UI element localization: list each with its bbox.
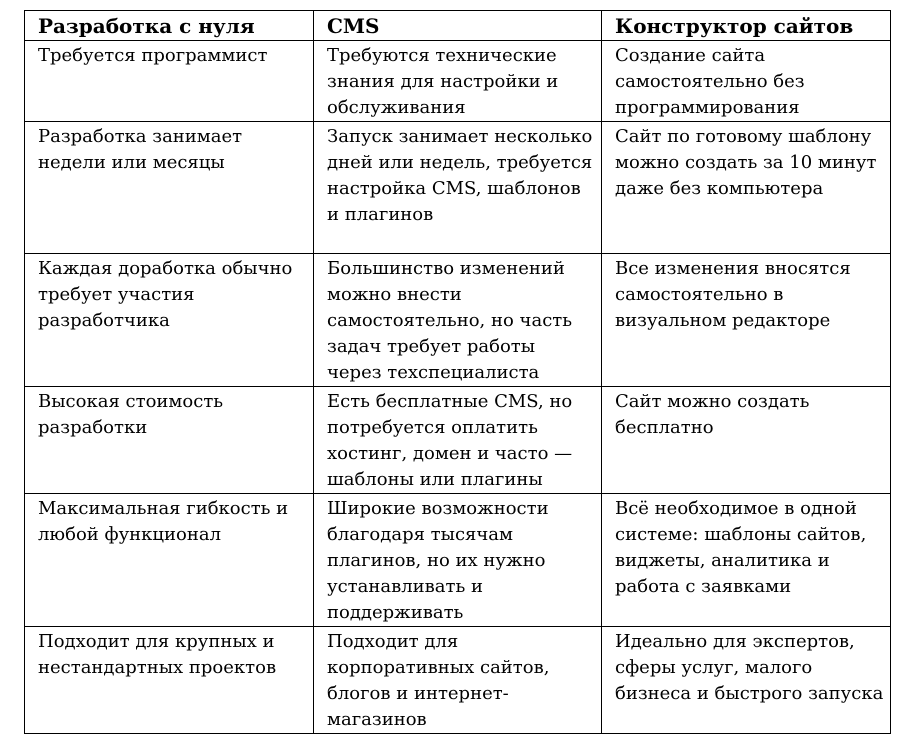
cell-text: Большинство изменений можно внести самостоятельно, но часть задач требует работы через техспециалиста — [327, 258, 573, 383]
table-cell — [314, 387, 602, 494]
header-site-builder: Конструктор сайтов — [602, 11, 891, 41]
table-cell — [602, 254, 891, 387]
table-row — [25, 41, 891, 122]
table-cell — [314, 494, 602, 627]
table-cell — [602, 41, 891, 122]
cell-text: Всё необходимое в одной системе: шаблоны сайтов, виджеты, аналитика и работа с заявками — [615, 498, 867, 597]
cell-text: Запуск занимает несколько дней или недель, требуется настройка CMS, шаблонов и плагинов — [327, 126, 593, 225]
table-cell — [314, 254, 602, 387]
comparison-table — [24, 10, 891, 734]
table-cell — [25, 387, 314, 494]
cell-text: Подходит для крупных и нестандартных проектов — [38, 631, 277, 678]
cell-text: Требуются технические знания для настройки и обслуживания — [327, 45, 559, 118]
cell-text: Сайт можно создать бесплатно — [615, 391, 810, 438]
table-cell — [314, 122, 602, 254]
table-row — [25, 494, 891, 627]
cell-text: Подходит для корпоративных сайтов, блогов и интернет-магазинов — [327, 631, 550, 730]
cell-text: Все изменения вносятся самостоятельно в визуальном редакторе — [615, 258, 851, 331]
cell-text: Максимальная гибкость и любой функционал — [38, 498, 289, 545]
header-custom-development: Разработка с нуля — [25, 11, 314, 41]
table-cell — [314, 41, 602, 122]
table-cell — [602, 627, 891, 734]
cell-text: Сайт по готовому шаблону можно создать за 10 минут даже без компьютера — [615, 126, 877, 199]
table-cell — [25, 254, 314, 387]
cell-text: Требуется программист — [38, 45, 268, 66]
header-row — [25, 11, 891, 41]
table-cell — [602, 122, 891, 254]
table-cell — [25, 627, 314, 734]
table-cell — [314, 627, 602, 734]
cell-text: Есть бесплатные CMS, но потребуется оплатить хостинг, домен и часто — шаблоны или плагины — [327, 391, 573, 490]
table-cell — [25, 122, 314, 254]
table-cell — [602, 494, 891, 627]
table-cell — [602, 387, 891, 494]
table-row — [25, 387, 891, 494]
cell-text: Каждая доработка обычно требует участия разработчика — [38, 258, 293, 331]
table-row — [25, 254, 891, 387]
cell-text: Высокая стоимость разработки — [38, 391, 224, 438]
comparison-table-container — [24, 10, 891, 734]
header-cms: CMS — [314, 11, 602, 41]
table-cell — [25, 41, 314, 122]
table-row — [25, 627, 891, 734]
cell-text: Разработка занимает недели или месяцы — [38, 126, 243, 173]
cell-text: Идеально для экспертов, сферы услуг, малого бизнеса и быстрого запуска — [615, 631, 884, 704]
table-cell — [25, 494, 314, 627]
table-row — [25, 122, 891, 254]
cell-text: Создание сайта самостоятельно без программирования — [615, 45, 805, 118]
cell-text: Широкие возможности благодаря тысячам плагинов, но их нужно устанавливать и поддерживать — [327, 498, 549, 623]
